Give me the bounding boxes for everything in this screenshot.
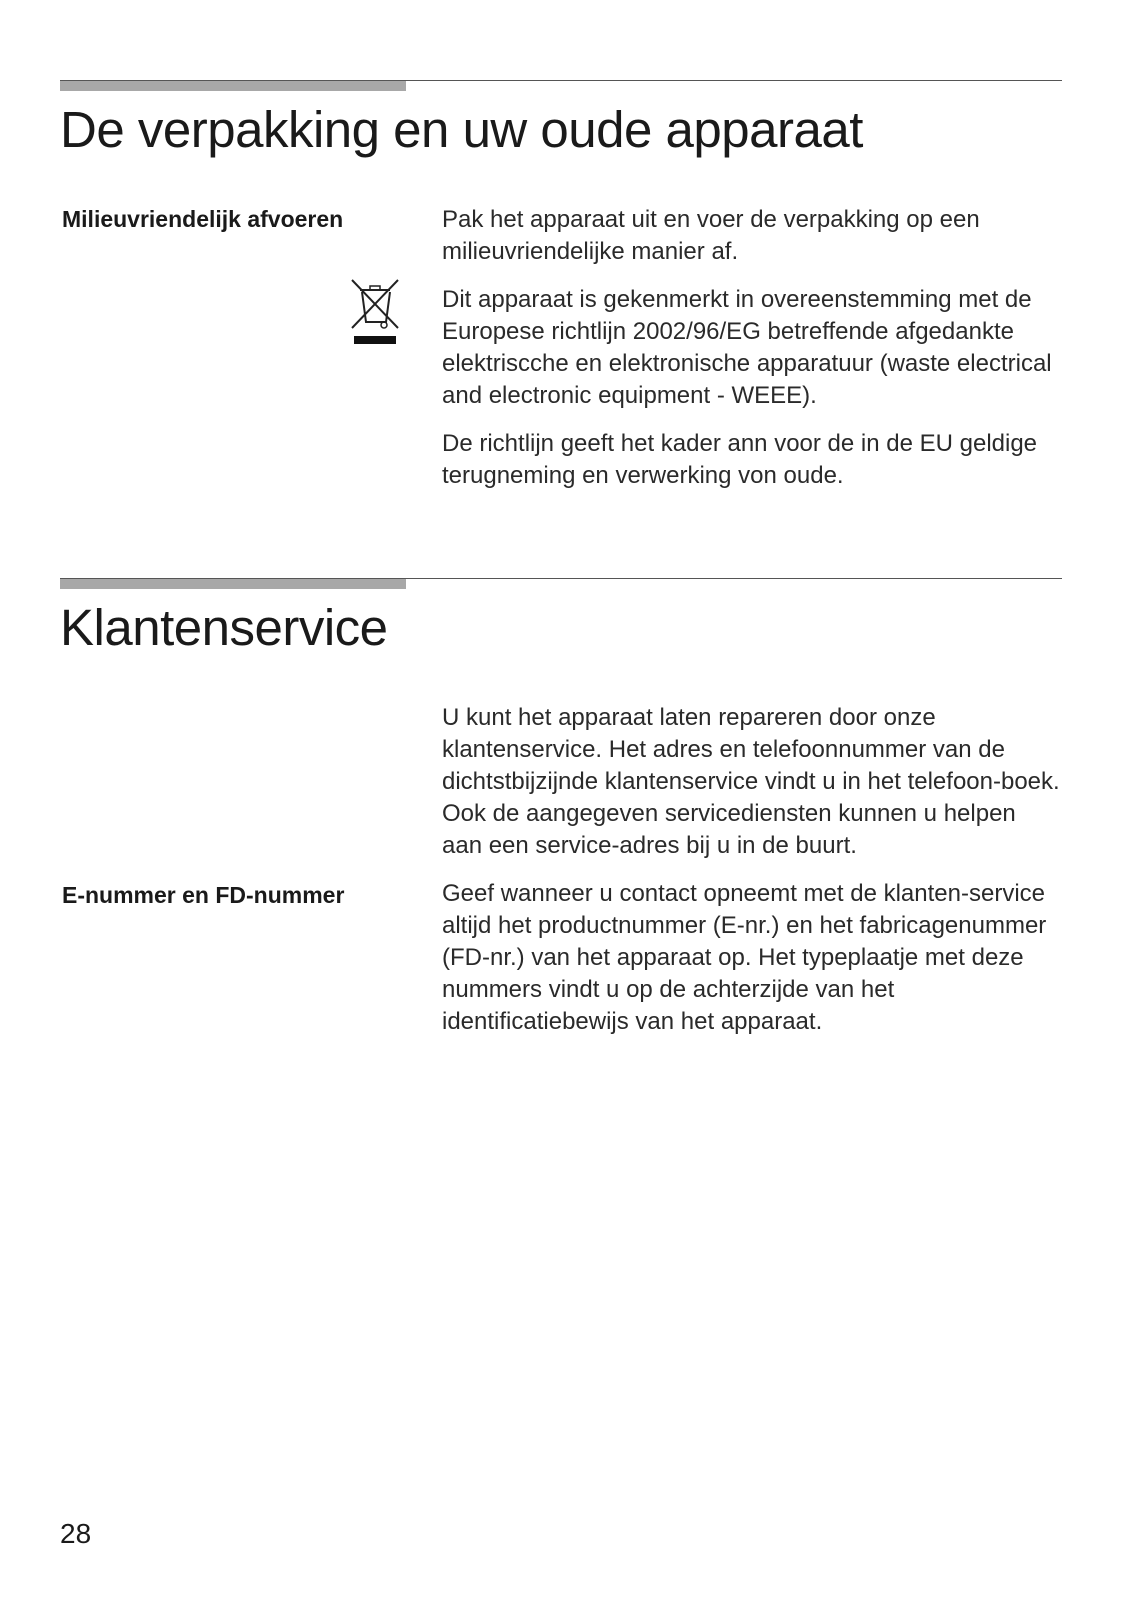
page-number: 28 (60, 1518, 92, 1549)
body-column-packaging (442, 204, 1062, 492)
section-accent-bar (60, 579, 406, 589)
section-accent-bar (60, 81, 406, 91)
section-title-customer-service: Klantenservice (60, 599, 388, 656)
body-column-numbers (442, 878, 1062, 1038)
paragraph-weee: Dit apparaat is gekenmerkt in overeenstemming met de Europese richtlijn 2002/96/EG betreffende afgedankte elektriscche en elektronische apparatuur (waste electrical and electronic equipment - WEEE). (442, 286, 1052, 409)
side-label-e-fd-number: E-nummer en FD-nummer (62, 882, 345, 908)
side-label-disposal: Milieuvriendelijk afvoeren (62, 206, 344, 232)
body-column-service-intro (442, 702, 1062, 862)
paragraph-directive: De richtlijn geeft het kader ann voor de in de EU geldige terugneming en verwerking von oude. (442, 430, 1038, 489)
crossed-out-wheelie-bin-icon (350, 278, 402, 350)
section-divider (60, 578, 1062, 579)
section-divider (60, 80, 1062, 81)
paragraph-service-intro: U kunt het apparaat laten repareren door onze klantenservice. Het adres en telefoonnummer van de dichtstbijzijnde klantenservice vindt u in het telefoon-boek. Ook de aangegeven servicediensten kunnen u helpen aan een service-adres bij u in de buurt. (442, 704, 1060, 859)
section-title-packaging: De verpakking en uw oude apparaat (60, 101, 863, 158)
paragraph-numbers: Geef wanneer u contact opneemt met de klanten-service altijd het productnummer (E-nr.) en het fabricagenummer (FD-nr.) van het apparaat op. Het typeplaatje met deze nummers vindt u op de achterzijde van het identificatiebewijs van het apparaat. (442, 880, 1047, 1035)
paragraph-unpack: Pak het apparaat uit en voer de verpakking op een milieuvriendelijke manier af. (442, 206, 980, 265)
